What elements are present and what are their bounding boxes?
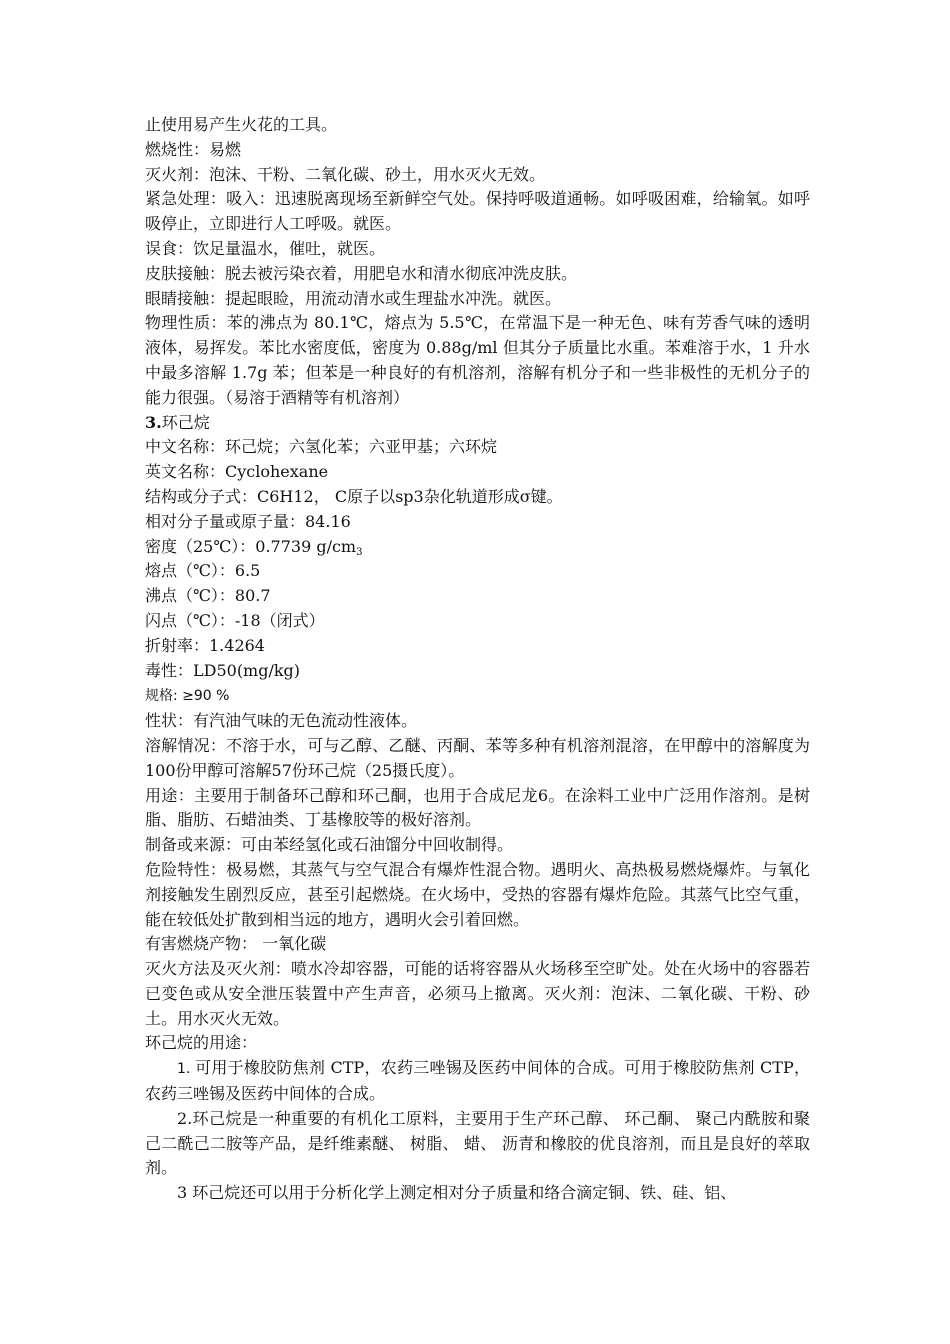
- prop-chinese-name: 中文名称：环己烷；六氢化苯；六亚甲基；六环烷: [145, 437, 498, 457]
- document-page: [145, 113, 810, 1206]
- prop-specification: [145, 683, 810, 709]
- use-item-1-number: 1.: [177, 1061, 196, 1078]
- paragraph-fire-tools: 止使用易产生火花的工具。: [145, 115, 338, 134]
- density-text: 密度（25℃）：0.7739 g/cm: [145, 536, 357, 556]
- section-number: 3.: [145, 412, 162, 432]
- paragraph-eye-contact: 眼睛接触：提起眼睑，用流动清水或生理盐水冲洗。就医。: [145, 288, 562, 308]
- prop-english-name: 英文名称：Cyclohexane: [145, 462, 329, 482]
- paragraph-extinguishing-agent: 灭火剂：泡沫、干粉、二氧化碳、砂土，用水灭火无效。: [145, 164, 546, 184]
- use-item-1: [145, 1056, 810, 1107]
- prop-fire-fighting: 灭火方法及灭火剂：喷水冷却容器，可能的话将容器从火场移至空旷处。处在火场中的容器若已变色或从安全泄压装置中产生声音，必须马上撤离。灭火剂：泡沫、二氧化碳、干粉、砂土。用水灭火无效。: [145, 959, 810, 1028]
- prop-molecular-weight: 相对分子量或原子量：84.16: [145, 511, 351, 531]
- paragraph-skin-contact: 皮肤接触：脱去被污染衣着，用肥皂水和清水彻底冲洗皮肤。: [145, 263, 578, 283]
- section-heading: [145, 411, 810, 436]
- prop-solubility: 溶解情况：不溶于水，可与乙醇、乙醚、丙酮、苯等多种有机溶剂混溶，在甲醇中的溶解度为100份甲醇可溶解57份环己烷（25摄氏度）。: [145, 735, 810, 780]
- use-item-2: 2.环己烷是一种重要的有机化工原料，主要用于生产环己醇、 环己酮、 聚己内酰胺和聚己二酰己二胺等产品，是纤维素醚、 树脂、 蜡、 沥青和橡胶的优良溶剂，而且是良好的萃取剂。: [145, 1108, 810, 1178]
- prop-refractive-index: 折射率：1.4264: [145, 635, 265, 655]
- paragraph-flammability: 燃烧性：易燃: [145, 139, 242, 159]
- spec-label: 规格:: [145, 688, 183, 705]
- use-item-1-text: 可用于橡胶防焦剂 CTP，农药三唑锡及医药中间体的合成。可用于橡胶防焦剂 CTP，农药三唑锡及医药中间体的合成。: [145, 1058, 810, 1104]
- prop-density: [145, 535, 810, 560]
- density-subscript: 3: [356, 546, 363, 558]
- prop-melting-point: 熔点（℃）：6.5: [145, 561, 261, 581]
- prop-toxicity: 毒性：LD50(mg/kg): [145, 660, 301, 680]
- prop-formula: 结构或分子式：C6H12， C原子以sp3杂化轨道形成σ键。: [145, 486, 563, 506]
- paragraph-physical-properties: 物理性质：苯的沸点为 80.1℃，熔点为 5.5℃，在常温下是一种无色、味有芳香气味的透明液体，易挥发。苯比水密度低，密度为 0.88g/ml 但其分子质量比水重。苯难溶于水，1 升水中最多溶解 1.7g 苯；但苯是一种良好的有机溶剂，溶解有机分子和一些非极性的无机分子的能力很强。（易溶于酒精等有机溶剂）: [145, 313, 810, 407]
- uses-title: 环己烷的用途：: [145, 1033, 258, 1053]
- paragraph-emergency-treatment: 紧急处理：吸入：迅速脱离现场至新鲜空气处。保持呼吸道通畅。如呼吸困难，给输氧。如呼吸停止，立即进行人工呼吸。就医。: [145, 189, 810, 234]
- section-title: 环己烷: [161, 412, 210, 432]
- use-item-3: 3 环己烷还可以用于分析化学上测定相对分子质量和络合滴定铜、铁、硅、铝、: [177, 1183, 737, 1203]
- prop-hazard: 危险特性：极易燃，其蒸气与空气混合有爆炸性混合物。遇明火、高热极易燃烧爆炸。与氧化剂接触发生剧烈反应，甚至引起燃烧。在火场中，受热的容器有爆炸危险。其蒸气比空气重，能在较低处扩散到相当远的地方，遇明火会引着回燃。: [145, 859, 810, 929]
- prop-boiling-point: 沸点（℃）：80.7: [145, 586, 271, 606]
- prop-combustion-products: 有害燃烧产物： 一氧化碳: [145, 934, 327, 954]
- spec-value: ≥90 %: [182, 688, 230, 705]
- paragraph-ingestion: 误食：饮足量温水，催吐，就医。: [145, 238, 386, 258]
- prop-uses: 用途：主要用于制备环己醇和环己酮，也用于合成尼龙6。在涂料工业中广泛用作溶剂。是树脂、脂肪、石蜡油类、丁基橡胶等的极好溶剂。: [145, 785, 810, 830]
- prop-appearance: 性状：有汽油气味的无色流动性液体。: [145, 711, 418, 731]
- prop-flash-point: 闪点（℃）：-18（闭式）: [145, 610, 325, 630]
- prop-source: 制备或来源：可由苯经氢化或石油馏分中回收制得。: [145, 835, 514, 855]
